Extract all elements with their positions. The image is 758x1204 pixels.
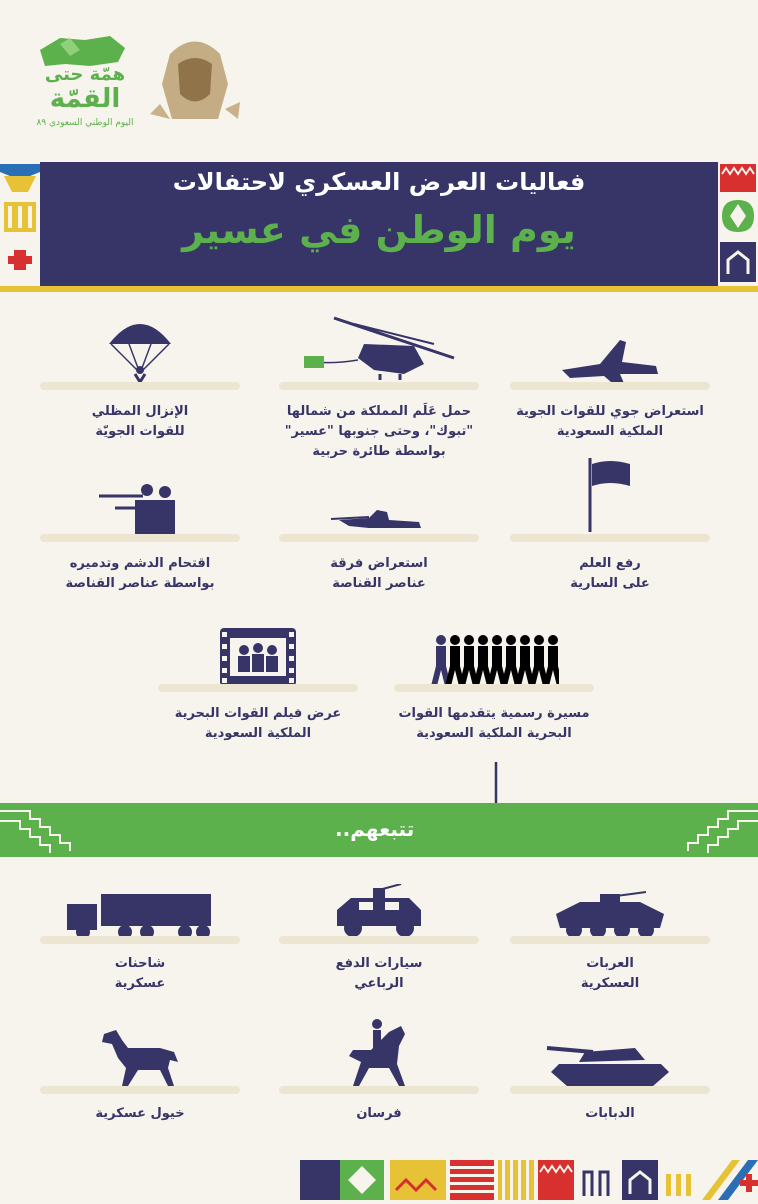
soldiers-icon — [40, 480, 240, 536]
follow-label: تتبعهم.. — [335, 817, 415, 841]
sniper-icon — [279, 504, 479, 532]
event-label: استعراض جوي للقوات الجوية الملكية السعودية — [516, 404, 704, 439]
vehicle-label: الدبابات — [585, 1106, 635, 1121]
vehicle-label: شاحنات عسكرية — [114, 956, 166, 991]
horse-icon — [40, 1028, 240, 1090]
vehicle-label: سيارات الدفع الرباعي — [335, 956, 423, 991]
event-label: الإنزال المظلي للقوات الجويّة — [91, 404, 189, 439]
apc-icon — [510, 888, 710, 940]
march-icon — [394, 634, 594, 688]
helicopter-icon — [279, 314, 479, 384]
rider-icon — [279, 1016, 479, 1090]
logo-line2: القمّة — [49, 84, 121, 114]
vehicle-label: العربات العسكرية — [580, 956, 640, 991]
vehicle-label: فرسان — [356, 1106, 402, 1121]
banner-title-line1: فعاليات العرض العسكري لاحتفالات — [172, 168, 586, 196]
event-label: حمل عَلَم المملكة من شمالها "تبوك"، وحتى جنوبها "عسير" بواسطة طائرة حربية — [284, 404, 474, 459]
event-label: مسيرة رسمية يتقدمها القوات البحرية الملكية السعودية — [398, 706, 590, 741]
tank-icon — [510, 1034, 710, 1088]
logo-line1: همّة حتى — [44, 64, 126, 85]
event-label: اقتحام الدشم وتدميره بواسطة عناصر القناصة — [65, 556, 215, 591]
truck-icon — [40, 890, 240, 940]
vehicle-label: خيول عسكرية — [95, 1106, 185, 1121]
parachute-icon — [40, 314, 240, 384]
event-label: عرض فيلم القوات البحرية الملكية السعودية — [174, 706, 342, 741]
banner-title-line2: يوم الوطن في عسير — [182, 208, 576, 252]
jet-icon — [510, 330, 710, 390]
footer-ornaments — [300, 1160, 758, 1200]
jeep-icon — [279, 884, 479, 940]
event-label: رفع العلم على السارية — [570, 556, 650, 591]
portrait-illustration — [140, 24, 250, 134]
event-label: استعراض فرقة عناصر القناصة — [330, 556, 428, 591]
tribal-pattern-icon — [300, 1160, 758, 1200]
logo-line3: اليوم الوطني السعودي ٨٩ — [36, 118, 134, 128]
flag-icon — [510, 456, 710, 532]
film-icon — [158, 626, 358, 688]
national-day-logo — [30, 30, 140, 140]
